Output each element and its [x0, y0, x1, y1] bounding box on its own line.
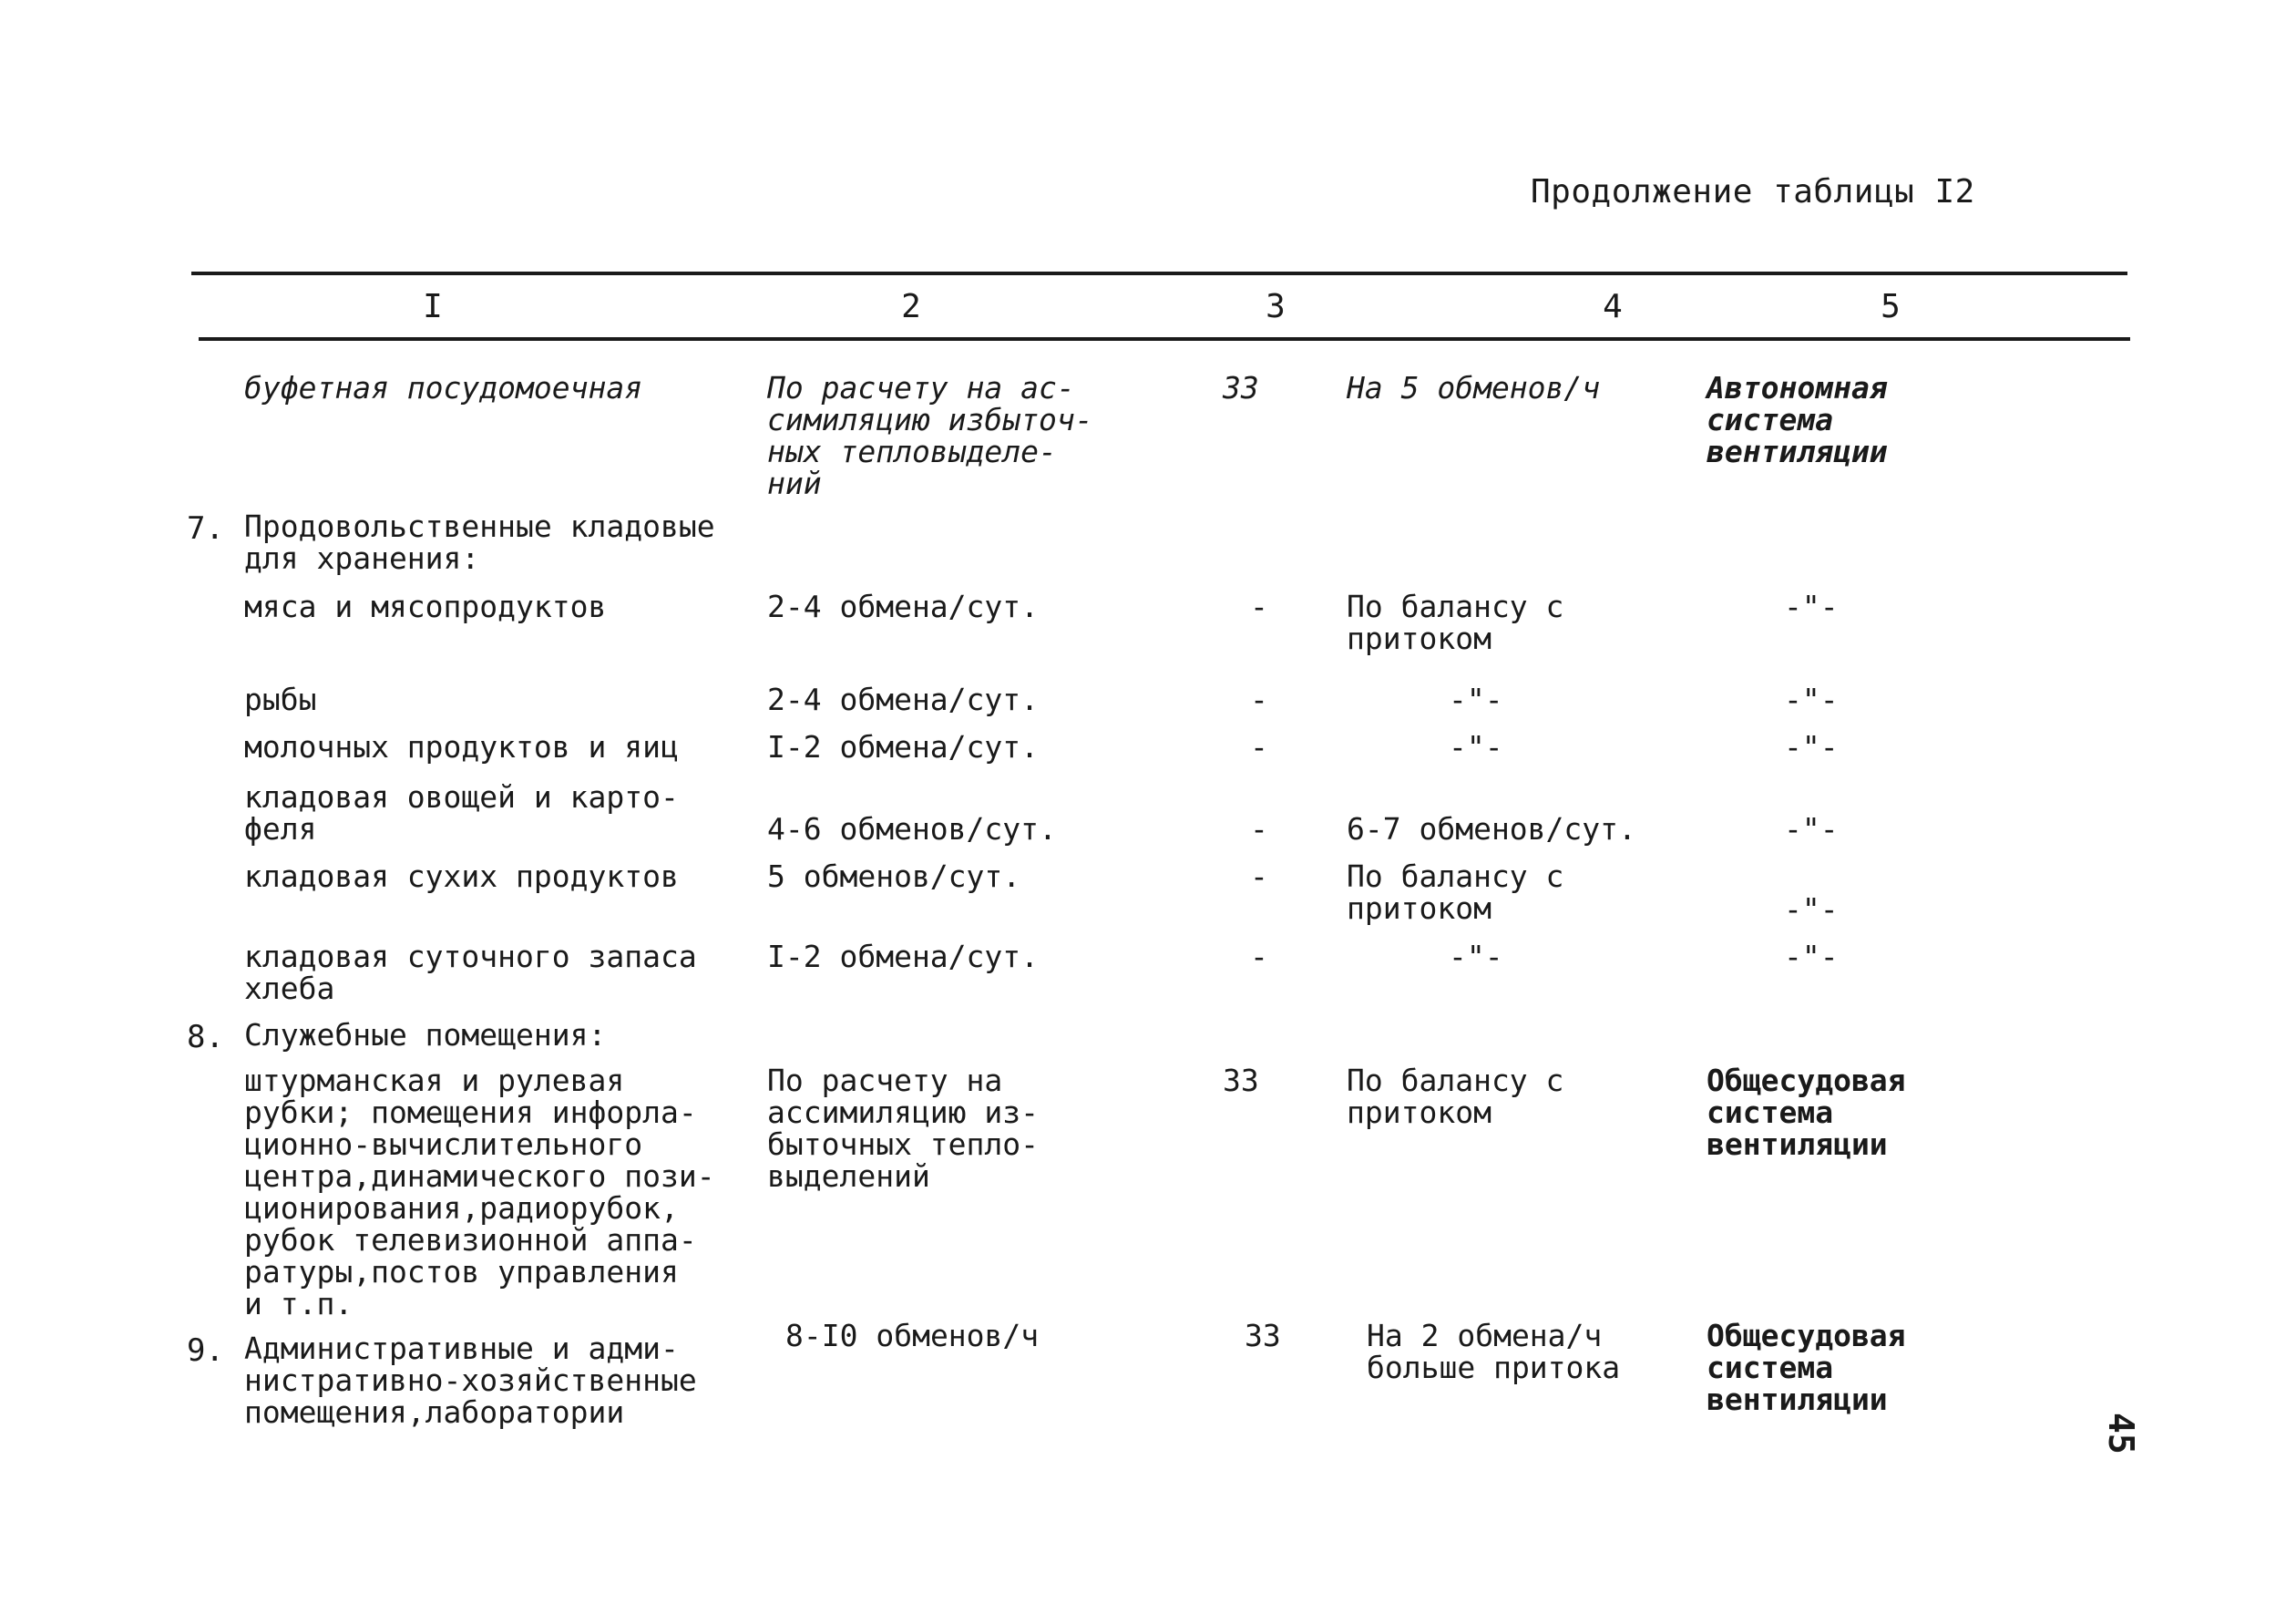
- row-6-col-1: кладовая овощей и карто- феля: [244, 779, 679, 847]
- row-5-col-4: -"-: [1449, 729, 1503, 765]
- row-5-col-2: I-2 обмена/сут.: [767, 729, 1040, 765]
- row-5-col-5: -"-: [1784, 729, 1839, 765]
- row-2-number: 7.: [187, 510, 224, 547]
- row-4-col-5: -"-: [1784, 682, 1839, 717]
- row-11-col-1: Административные и адми- нистративно-хозяйственные помещения,лаборатории: [244, 1331, 697, 1430]
- page-number: 45: [2101, 1413, 2141, 1454]
- row-10-col-4: По балансу с притоком: [1347, 1063, 1564, 1130]
- row-11-number: 9.: [187, 1332, 224, 1369]
- row-1-col-3: 33: [1223, 370, 1259, 406]
- row-4-col-3: -: [1250, 682, 1268, 717]
- column-header-4: 4: [1603, 288, 1623, 325]
- row-8-col-1: кладовая суточного запаса хлеба: [244, 939, 697, 1006]
- table-caption: Продолжение таблицы I2: [1531, 173, 1975, 211]
- row-7-col-3: -: [1250, 858, 1268, 894]
- row-6-col-3: -: [1250, 811, 1268, 847]
- row-2-col-1: Продовольственные кладовые для хранения:: [244, 509, 715, 576]
- row-3-col-2: 2-4 обмена/сут.: [767, 589, 1040, 624]
- row-3-col-3: -: [1250, 589, 1268, 624]
- row-8-col-3: -: [1250, 939, 1268, 974]
- row-3-col-5: -"-: [1784, 589, 1839, 624]
- table-top-rule: [191, 272, 2127, 275]
- column-header-1: I: [423, 288, 443, 325]
- row-6-col-4: 6-7 обменов/сут.: [1347, 811, 1636, 847]
- row-10-col-3: 33: [1223, 1063, 1259, 1098]
- row-7-col-5: -"-: [1784, 891, 1839, 927]
- row-5-col-1: молочных продуктов и яиц: [244, 729, 679, 765]
- column-header-2: 2: [901, 288, 921, 325]
- row-1-col-1: буфетная посудомоечная: [244, 370, 643, 406]
- row-10-col-2: По расчету на ассимиляцию из- быточных тепло- выделений: [767, 1063, 1040, 1194]
- row-1-col-2: По расчету на ас- симиляцию избыточ- ных тепловыделе- ний: [767, 370, 1093, 501]
- row-6-col-5: -"-: [1784, 811, 1839, 847]
- row-8-col-2: I-2 обмена/сут.: [767, 939, 1040, 974]
- row-3-col-1: мяса и мясопродуктов: [244, 589, 607, 624]
- row-4-col-4: -"-: [1449, 682, 1503, 717]
- row-5-col-3: -: [1250, 729, 1268, 765]
- row-7-col-1: кладовая сухих продуктов: [244, 858, 679, 894]
- row-4-col-1: рыбы: [244, 682, 317, 717]
- column-header-3: 3: [1266, 288, 1286, 325]
- row-9-number: 8.: [187, 1019, 224, 1055]
- row-3-col-4: По балансу с притоком: [1347, 589, 1564, 656]
- row-1-col-4: На 5 обменов/ч: [1347, 370, 1601, 406]
- row-11-col-5: Общесудовая система вентиляции: [1707, 1318, 1906, 1417]
- column-header-5: 5: [1881, 288, 1901, 325]
- row-9-col-1: Служебные помещения:: [244, 1017, 607, 1053]
- row-11-col-4: На 2 обмена/ч больше притока: [1367, 1318, 1621, 1385]
- row-1-col-5: Автономная система вентиляции: [1707, 370, 1888, 469]
- row-7-col-4: По балансу с притоком: [1347, 858, 1564, 926]
- row-8-col-4: -"-: [1449, 939, 1503, 974]
- row-4-col-2: 2-4 обмена/сут.: [767, 682, 1040, 717]
- row-11-col-3: 33: [1245, 1318, 1281, 1353]
- row-10-col-5: Общесудовая система вентиляции: [1707, 1063, 1906, 1162]
- row-11-col-2: 8-I0 обменов/ч: [785, 1318, 1040, 1353]
- row-8-col-5: -"-: [1784, 939, 1839, 974]
- row-6-col-2: 4-6 обменов/сут.: [767, 811, 1057, 847]
- row-7-col-2: 5 обменов/сут.: [767, 858, 1021, 894]
- table-header-rule: [199, 337, 2130, 341]
- row-10-col-1: штурманская и рулевая рубки; помещения инфорла- ционно-вычислительного центра,динамического пози- ционирования,радиорубок, рубок телевизионной аппа- ратуры,постов управления и т.п.: [244, 1063, 715, 1321]
